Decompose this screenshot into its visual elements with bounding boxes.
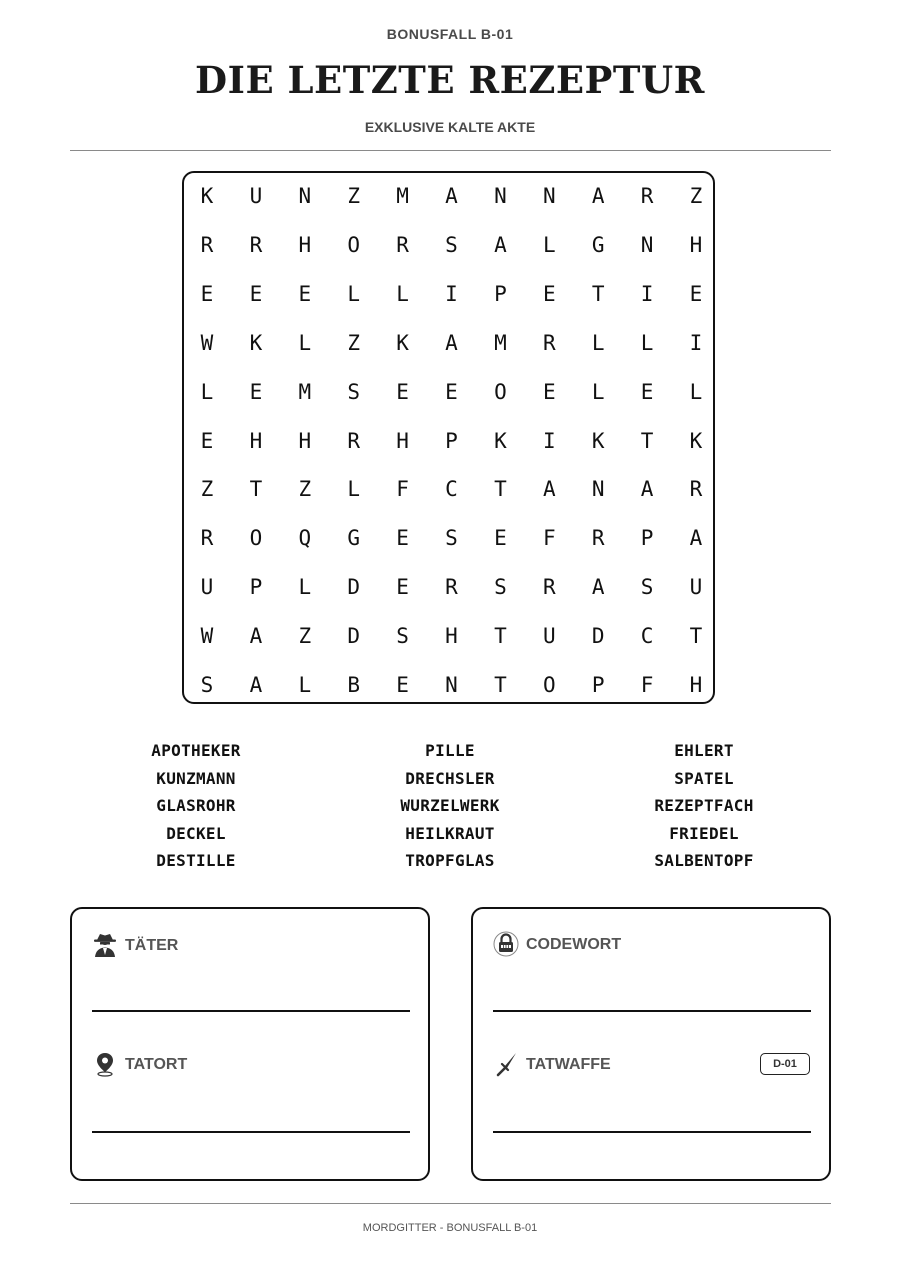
grid-letter[interactable]: R [640, 184, 654, 208]
grid-letter[interactable]: N [542, 184, 556, 208]
grid-letter[interactable]: E [445, 379, 458, 404]
grid-letter[interactable]: A [445, 330, 458, 355]
word-list-item: DESTILLE [156, 851, 236, 870]
grid-letter[interactable]: N [445, 673, 458, 697]
word-list-item: SALBENTOPF [654, 851, 754, 870]
grid-letter[interactable]: E [249, 281, 263, 306]
grid-letter[interactable]: L [591, 379, 605, 404]
grid-letter[interactable]: E [640, 379, 654, 404]
grid-letter[interactable]: D [347, 624, 361, 649]
weapon-answer-line[interactable] [493, 1131, 811, 1133]
grid-letter[interactable]: M [298, 379, 312, 404]
word-list-item: EHLERT [674, 741, 734, 760]
grid-letter[interactable]: L [298, 330, 312, 355]
grid-letter[interactable]: A [689, 526, 703, 551]
grid-letter[interactable]: E [396, 673, 409, 697]
detective-icon [92, 931, 118, 957]
weapon-code-badge: D-01 [760, 1053, 810, 1075]
grid-letter[interactable]: G [591, 232, 605, 257]
grid-letter[interactable]: R [396, 232, 409, 257]
grid-letter[interactable]: L [591, 330, 605, 355]
grid-letter[interactable]: E [249, 379, 263, 404]
top-divider [70, 150, 831, 151]
grid-letter[interactable]: E [542, 281, 556, 306]
word-list-item: DECKEL [166, 823, 226, 843]
grid-letter[interactable]: H [445, 624, 458, 649]
grid-letter[interactable]: L [347, 477, 361, 502]
grid-letter[interactable]: I [689, 330, 703, 355]
grid-letter[interactable]: K [689, 428, 703, 453]
grid-letter[interactable]: N [591, 477, 605, 502]
grid-letter[interactable]: S [347, 379, 361, 404]
grid-letter[interactable]: R [445, 575, 458, 600]
padlock-icon [493, 931, 519, 957]
grid-letter[interactable]: E [396, 575, 409, 600]
grid-letter[interactable]: B [347, 673, 361, 697]
grid-letter[interactable]: O [347, 232, 361, 257]
word-list-item: DRECHSLER [405, 768, 495, 788]
word-list-item: WURZELWERK [400, 796, 500, 815]
grid-letter[interactable]: Q [298, 526, 312, 551]
grid-letter[interactable]: H [298, 232, 312, 257]
grid-letter[interactable]: L [298, 575, 312, 600]
grid-letter[interactable]: M [494, 330, 507, 355]
grid-letter[interactable]: E [494, 526, 507, 551]
grid-letter[interactable]: F [640, 673, 654, 697]
culprit-answer-line[interactable] [92, 1010, 410, 1012]
word-list-item: APOTHEKER [151, 741, 241, 760]
grid-letter[interactable]: R [347, 428, 361, 453]
page-subtitle: EXKLUSIVE KALTE AKTE [364, 119, 536, 135]
grid-letter[interactable]: E [542, 379, 556, 404]
grid-letter[interactable]: T [494, 477, 507, 502]
grid-letter[interactable]: H [298, 428, 312, 453]
grid-letter[interactable]: L [689, 379, 703, 404]
grid-letter[interactable]: A [494, 232, 507, 257]
word-list-item: REZEPTFACH [654, 796, 754, 815]
grid-letter[interactable]: K [249, 330, 263, 355]
grid-letter[interactable]: P [494, 281, 507, 306]
grid-letter[interactable]: D [347, 575, 361, 600]
answer-box-left [70, 907, 430, 1181]
grid-letter[interactable]: R [542, 330, 556, 355]
grid-letter[interactable]: O [542, 673, 556, 697]
grid-letter[interactable]: T [494, 624, 507, 649]
grid-letter[interactable]: C [445, 477, 458, 502]
grid-letter[interactable]: R [200, 526, 214, 551]
grid-letter[interactable]: A [640, 477, 654, 502]
grid-letter[interactable]: F [396, 477, 409, 502]
grid-letter[interactable]: R [200, 232, 214, 257]
grid-letter[interactable]: R [542, 575, 556, 600]
grid-letter[interactable]: Z [298, 477, 312, 502]
grid-letter[interactable]: E [689, 281, 703, 306]
grid-letter[interactable]: A [591, 184, 605, 208]
grid-letter[interactable]: S [445, 232, 458, 257]
grid-letter[interactable]: T [591, 281, 605, 306]
grid-letter[interactable]: E [396, 526, 409, 551]
grid-letter[interactable]: R [689, 477, 703, 502]
culprit-label: TÄTER [125, 937, 179, 954]
grid-letter[interactable]: S [200, 673, 214, 697]
grid-letter[interactable]: Z [689, 184, 703, 208]
grid-letter[interactable]: R [591, 526, 605, 551]
grid-letter[interactable]: E [200, 281, 214, 306]
grid-letter[interactable]: S [396, 624, 409, 649]
grid-letter[interactable]: I [445, 281, 458, 306]
grid-letter[interactable]: H [689, 673, 703, 697]
grid-letter[interactable]: P [591, 673, 605, 697]
grid-letter[interactable]: A [542, 477, 556, 502]
grid-letter[interactable]: H [689, 232, 703, 257]
word-list-item: TROPFGLAS [405, 851, 495, 870]
grid-letter[interactable]: L [200, 379, 214, 404]
grid-letter[interactable]: Z [347, 330, 361, 355]
location-label: TATORT [125, 1056, 188, 1073]
grid-letter[interactable]: L [542, 232, 556, 257]
grid-letter[interactable]: Z [298, 624, 312, 649]
codeword-label: CODEWORT [526, 936, 622, 953]
grid-letter[interactable]: K [494, 428, 507, 453]
bottom-divider [70, 1203, 831, 1204]
grid-letter[interactable]: L [396, 281, 409, 306]
grid-letter[interactable]: P [249, 575, 263, 600]
codeword-answer-line[interactable] [493, 1010, 811, 1012]
grid-letter[interactable]: M [396, 184, 409, 208]
grid-letter[interactable]: O [494, 379, 507, 404]
grid-letter[interactable]: U [542, 624, 556, 649]
grid-letter[interactable]: L [298, 673, 312, 697]
grid-letter[interactable]: H [396, 428, 409, 453]
grid-letter[interactable]: E [298, 281, 312, 306]
grid-letter[interactable]: A [445, 184, 458, 208]
grid-letter[interactable]: E [396, 379, 409, 404]
grid-letter[interactable]: I [542, 428, 556, 453]
grid-letter[interactable]: I [640, 281, 654, 306]
grid-letter[interactable]: N [494, 184, 507, 208]
dagger-icon [493, 1051, 519, 1077]
word-list-item: SPATEL [674, 768, 734, 788]
grid-letter[interactable]: W [200, 624, 214, 649]
grid-letter[interactable]: P [640, 526, 654, 551]
page-footer: MORDGITTER - BONUSFALL B-01 [362, 1222, 538, 1234]
grid-letter[interactable]: F [542, 526, 556, 551]
grid-letter[interactable]: L [347, 281, 361, 306]
grid-letter[interactable]: A [249, 624, 263, 649]
grid-letter[interactable]: S [445, 526, 458, 551]
grid-letter[interactable]: A [591, 575, 605, 600]
grid-letter[interactable]: E [200, 428, 214, 453]
word-list-item: HEILKRAUT [405, 823, 495, 843]
grid-letter[interactable]: K [200, 184, 214, 208]
grid-letter[interactable]: W [200, 330, 214, 355]
weapon-label: TATWAFFE [526, 1056, 611, 1073]
grid-letter[interactable]: K [396, 330, 409, 355]
grid-letter[interactable]: T [689, 624, 703, 649]
map-pin-icon [92, 1051, 118, 1077]
grid-letter[interactable]: T [494, 673, 507, 697]
grid-letter[interactable]: K [591, 428, 605, 453]
word-list-item: PILLE [425, 741, 475, 760]
word-list-item: KUNZMANN [156, 768, 236, 788]
word-search-grid [182, 171, 715, 704]
grid-letter[interactable]: S [494, 575, 507, 600]
location-answer-line[interactable] [92, 1131, 410, 1133]
grid-letter[interactable]: S [640, 575, 654, 600]
grid-letter[interactable]: H [249, 428, 263, 453]
grid-letter[interactable]: Z [347, 184, 361, 208]
grid-letter[interactable]: O [249, 526, 263, 551]
word-list-item: GLASROHR [156, 796, 236, 815]
grid-letter[interactable]: P [445, 428, 458, 453]
grid-letter[interactable]: T [640, 428, 654, 453]
grid-letter[interactable]: U [200, 575, 214, 600]
case-id: BONUSFALL B-01 [386, 26, 514, 42]
word-list-item: FRIEDEL [669, 823, 739, 843]
grid-letter[interactable]: D [591, 624, 605, 649]
grid-letter[interactable]: U [689, 575, 703, 600]
grid-letter[interactable]: Z [200, 477, 214, 502]
grid-letter[interactable]: N [298, 184, 312, 208]
grid-letter[interactable]: A [249, 673, 263, 697]
grid-letter[interactable]: L [640, 330, 654, 355]
grid-letter[interactable]: C [640, 624, 654, 649]
grid-letter[interactable]: T [249, 477, 263, 502]
grid-letter[interactable]: U [249, 184, 263, 208]
grid-letter[interactable]: R [249, 232, 263, 257]
grid-letter[interactable]: G [347, 526, 361, 551]
page-title: DIE LETZTE REZEPTUR [195, 58, 705, 102]
grid-letter[interactable]: N [640, 232, 654, 257]
answer-box-right [471, 907, 831, 1181]
